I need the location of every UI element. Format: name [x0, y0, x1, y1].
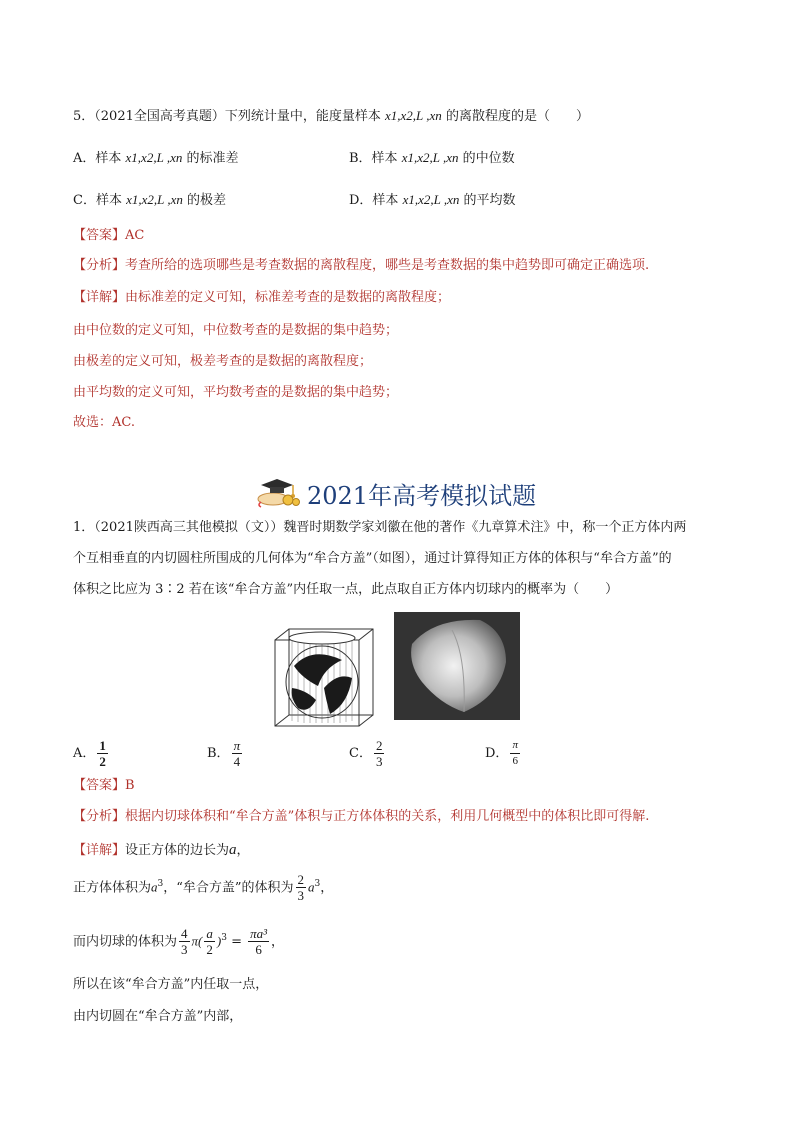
answer-tag: 【答案】: [73, 778, 126, 793]
q1-option-a: [73, 738, 110, 770]
option-fraction: [374, 738, 385, 769]
detail-end: ，: [271, 934, 285, 950]
detail-var-2: a: [308, 879, 315, 895]
q1-analysis: [73, 807, 649, 827]
detail-pi: π(: [191, 933, 203, 949]
frac-num: 1: [99, 738, 106, 753]
q1-detail-4: 所以在该“牟合方盖”内任取一点，: [73, 977, 269, 992]
detail-exp: 3: [221, 933, 227, 943]
detail-exp: 3: [157, 879, 164, 889]
q5-analysis: [73, 256, 649, 276]
detail-fraction: [179, 926, 190, 957]
frac-num: 2: [375, 738, 383, 753]
option-fraction: [232, 738, 243, 769]
frac-den: 3: [181, 942, 188, 958]
frac-num: a: [206, 926, 213, 942]
detail-result-fraction: [248, 926, 269, 957]
q5-option-d: [349, 190, 516, 211]
q5-detail-5: 故选：AC.: [73, 415, 136, 430]
q5-option-b: [349, 148, 515, 169]
frac-num: π: [233, 738, 241, 753]
frac-num: π: [510, 738, 520, 754]
answer-value: AC: [125, 228, 145, 243]
detail-text: 而内切球的体积为: [73, 934, 178, 950]
q5-detail-1: [73, 288, 450, 308]
frac-den: 6: [512, 755, 518, 767]
detail-fraction: [296, 872, 307, 903]
frac-den: 2: [99, 754, 106, 769]
q5-option-c: [73, 190, 226, 211]
q1-option-c: [349, 738, 386, 770]
q5-stem: [73, 106, 589, 127]
detail-text: 设正方体的边长为: [125, 843, 230, 858]
detail-end: ，: [236, 843, 250, 858]
analysis-text: 根据内切球体积和“牟合方盖”体积与正方体体积的关系，利用几何概型中的体积比即可得解.: [125, 809, 650, 824]
option-vars: x1,x2,L ,xn: [401, 150, 459, 165]
q5-answer: [73, 226, 144, 246]
q1-stem-line-2: 个互相垂直的内切圆柱所围成的几何体为“牟合方盖”（如图），通过计算得知正方体的体积与“牟合方盖”的: [73, 551, 672, 566]
analysis-tag: 【分析】: [73, 809, 126, 824]
q1-detail-1: [73, 840, 250, 861]
frac-den: 3: [375, 754, 383, 769]
frac-num: 2: [297, 872, 305, 888]
option-fraction: [510, 738, 520, 769]
q1-detail-2: [73, 866, 333, 902]
q1-option-d: [485, 738, 522, 770]
option-label: D．样本: [349, 193, 399, 208]
option-fraction: [97, 738, 108, 769]
option-label: D．: [485, 746, 509, 761]
q5-option-a: [73, 148, 239, 169]
detail-end: ，: [320, 880, 334, 896]
option-text: 的中位数: [462, 151, 515, 166]
option-text: 的极差: [187, 193, 227, 208]
option-label: C．样本: [73, 193, 122, 208]
option-label: C．: [349, 746, 372, 761]
detail-inner-fraction: [204, 926, 215, 957]
detail-exp-2: 3: [314, 879, 321, 889]
q1-option-b: [207, 738, 244, 770]
detail-tag: 【详解】: [73, 290, 126, 305]
detail-text-2: ，“牟合方盖”的体积为: [163, 880, 294, 896]
option-label: A．: [73, 746, 96, 761]
detail-text: 正方体体积为: [73, 880, 152, 896]
q5-stem-text: 5．（2021全国高考真题）下列统计量中，能度量样本: [73, 109, 381, 124]
q5-detail-2: 由中位数的定义可知，中位数考查的是数据的集中趋势；: [73, 323, 399, 338]
frac-den: 6: [255, 942, 262, 958]
detail-var: a: [229, 842, 237, 858]
frac-num: πa³: [250, 926, 268, 942]
q1-stem-line-3: 体积之比应为 3∶2 若在该“牟合方盖”内任取一点，此点取自正方体内切球内的概率为（ ）: [73, 582, 619, 597]
option-label: B．样本: [349, 151, 398, 166]
detail-text: 由标准差的定义可知，标准差考查的是数据的离散程度；: [125, 290, 451, 305]
option-text: 的平均数: [463, 193, 516, 208]
option-vars: x1,x2,L ,xn: [402, 192, 460, 207]
detail-close: ): [216, 933, 222, 949]
answer-value: B: [125, 778, 135, 793]
section-title: 2021年高考模拟试题: [307, 482, 537, 510]
detail-var: a: [151, 879, 158, 895]
detail-tag: 【详解】: [73, 843, 126, 858]
option-label: A．样本: [73, 151, 122, 166]
answer-tag: 【答案】: [73, 228, 126, 243]
mouhefanggai-photo: [394, 612, 520, 720]
option-vars: x1,x2,L ,xn: [126, 192, 183, 207]
analysis-text: 考查所给的选项哪些是考查数据的离散程度，哪些是考查数据的集中趋势即可确定正确选项.: [125, 258, 650, 273]
detail-eq: =: [226, 934, 247, 950]
option-vars: x1,x2,L ,xn: [125, 150, 183, 165]
option-label: B．: [207, 746, 230, 761]
graduation-cap-icon: [255, 475, 301, 509]
analysis-tag: 【分析】: [73, 258, 126, 273]
q1-stem-line-1: 1．（2021陕西高三其他模拟（文））魏晋时期数学家刘徽在他的著作《九章算术注》中，称一个正方体内两: [73, 520, 687, 535]
q5-detail-4: 由平均数的定义可知，平均数考查的是数据的集中趋势；: [73, 385, 399, 400]
q5-stem-end: 的离散程度的是（ ）: [445, 109, 589, 124]
frac-den: 4: [233, 754, 241, 769]
q5-stem-vars: x1,x2,L ,xn: [385, 108, 442, 123]
q1-detail-5: 由内切圆在“牟合方盖”内部，: [73, 1009, 243, 1024]
q1-detail-3: [73, 920, 284, 956]
option-text: 的标准差: [186, 151, 239, 166]
cube-cylinders-figure: [272, 626, 376, 730]
section-banner: [255, 474, 575, 510]
frac-den: 3: [297, 888, 305, 904]
q5-detail-3: 由极差的定义可知，极差考查的是数据的离散程度；: [73, 354, 373, 369]
frac-num: 4: [181, 926, 188, 942]
frac-den: 2: [206, 942, 213, 958]
q1-answer: [73, 776, 135, 796]
